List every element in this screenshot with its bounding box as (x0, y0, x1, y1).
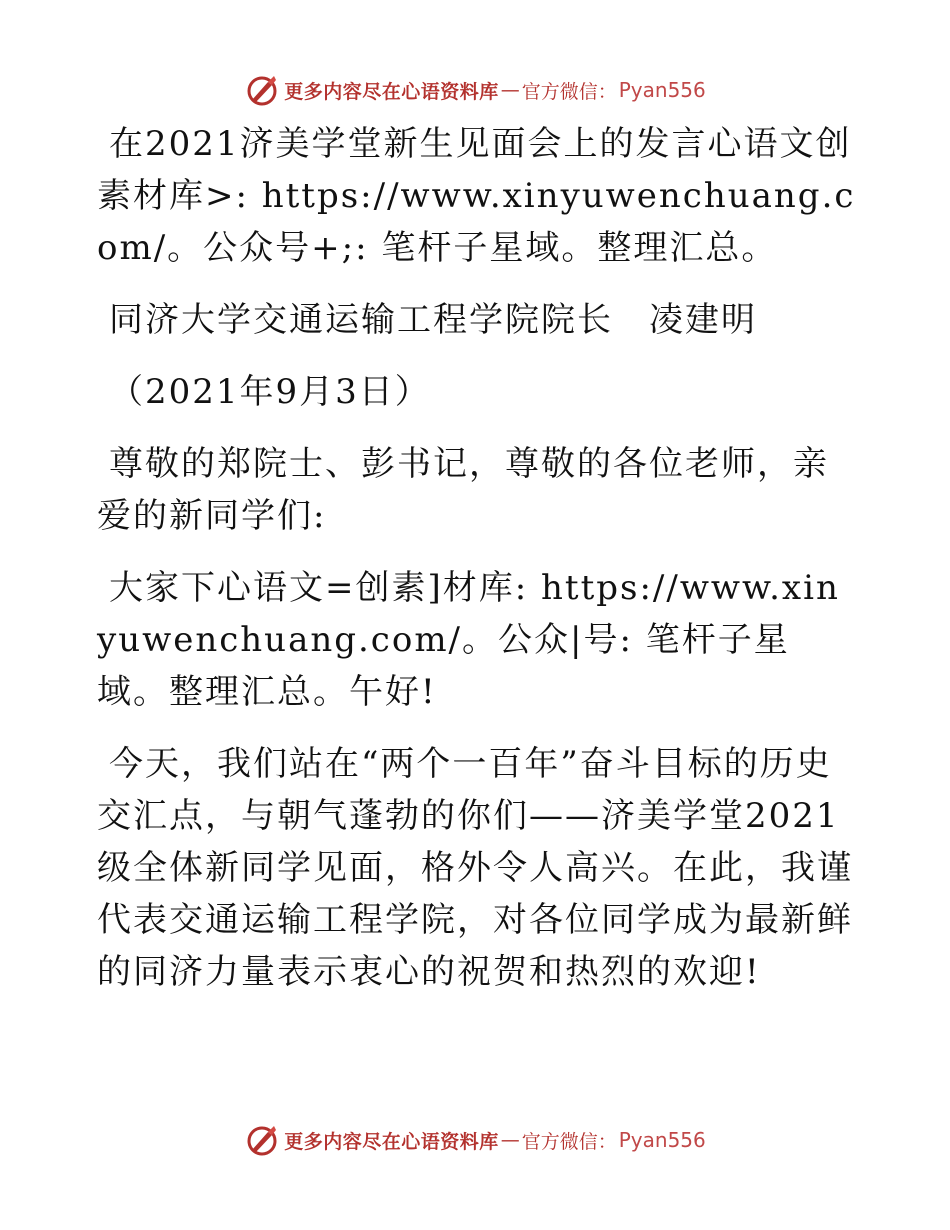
document-body (97, 118, 857, 1018)
banner-brand-text: 更多内容尽在心语资料库 (284, 80, 499, 103)
paragraph-salutation: 尊敬的郑院士、彭书记，尊敬的各位老师，亲爱的新同学们: (97, 444, 829, 536)
paragraph-title: 在2021济美学堂新生见面会上的发言心语文创素材库>: https://www.xinyuwenchuang.com/。公众号+;: 笔杆子星域。整理汇总。 (97, 124, 856, 268)
paragraph-author: 同济大学交通运输工程学院院长 凌建明 (109, 300, 757, 340)
banner-wechat-id: Pyan556 (618, 1128, 706, 1152)
paragraph-body: 今天，我们站在“两个一百年”奋斗目标的历史交汇点，与朝气蓬勃的你们——济美学堂2021级全体新同学见面，格外令人高兴。在此，我谨代表交通运输工程学院，对各位同学成为最新鲜的同济力量表示衷心的祝贺和热烈的欢迎! (97, 744, 853, 992)
paragraph-greeting: 大家下心语文=创素]材库: https://www.xinyuwenchuang.com/。公众|号: 笔杆子星域。整理汇总。午好! (97, 568, 840, 712)
footer-banner (0, 1120, 950, 1160)
banner-brand-text: 更多内容尽在心语资料库 (284, 1130, 499, 1153)
pen-logo-icon (244, 72, 280, 108)
banner-official-label: 官方微信： (521, 80, 617, 103)
banner-wechat-id: Pyan556 (618, 78, 706, 102)
pen-logo-icon (244, 1122, 280, 1158)
banner-dash: — (500, 79, 520, 101)
banner-official-label: 官方微信： (521, 1130, 617, 1153)
header-banner (0, 70, 950, 110)
banner-dash: — (500, 1129, 520, 1151)
paragraph-date: （2021年9月3日） (109, 372, 431, 412)
